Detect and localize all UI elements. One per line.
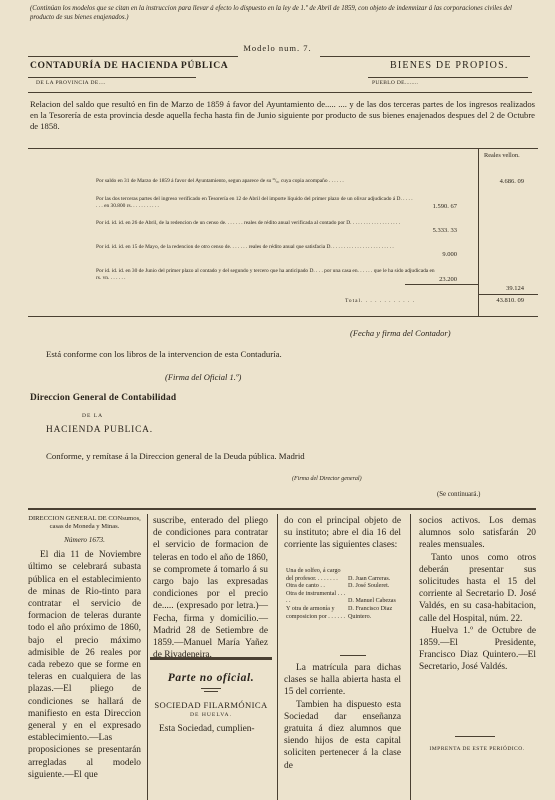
column-2 [153,515,268,661]
divider [368,77,528,78]
column-rule [277,514,278,800]
divider [320,56,530,57]
bienes-title: BIENES DE PROPIOS. [390,60,509,71]
table-row: Por id. id. id. en 26 de Abril, de la redencion de un censo de. . . . . . . reales de rédito anual verificada al contado por D. . . . . . . . . . . . . . . . . . . [96,220,401,226]
socios-text: socios activos. Los demas alumnos solo satisfarán 20 reales mensuales. [419,516,536,551]
ornament-rule [340,655,366,656]
conforme-contaduria: Está conforme con los libros de la intervencion de esta Contaduría. [46,349,282,359]
matricula-text: La matrícula para dichas clases se halla abierta hasta el 15 del corriente. [284,663,401,698]
firma-director: (Firma del Director general) [292,476,362,482]
imprenta-label: IMPRENTA DE ESTE PERIÓDICO. [429,746,525,752]
tambien-text: Tambien ha dispuesto esta Sociedad dar enseñanza gratuita á diez alumnos que siendo hijos de esta capital soliciten pertenecer á la clase de [284,699,401,771]
conforme-direccion: Conforme, y remítase á la Direccion general de la Deuda pública. Madrid [46,451,305,461]
column-3 [284,515,401,552]
provincia-label: DE LA PROVINCIA DE.... [36,80,106,86]
list-item: Y otra de armonía y composicion por . . . . . . D. Francisco Diaz Quintero. [286,605,393,620]
subtotal-rule [405,284,479,285]
table-amount: 5.333. 33 [432,227,457,234]
ornament-rule [201,688,221,689]
se-continuara: (Se continuará.) [437,491,481,498]
table-amount: 23.200 [439,276,457,283]
table-amount: 9.000 [442,251,457,258]
table-row: Por saldo en 31 de Marzo de 1859 á favor del Ayuntamiento, segun aparece de su ⁰/₀, cuya copia acompaño . . . . . . [96,178,344,184]
clases-list [286,568,404,621]
column-3-lower [284,662,401,772]
clases-intro: do con el principal objeto de su instituto; abre el dia 16 del corriente las siguientes clases: [284,516,401,551]
firma-oficial: (Firma del Oficial 1.º) [165,372,242,382]
column-rule [410,514,411,800]
divider [28,92,532,93]
divider [28,77,196,78]
direccion-hacienda: HACIENDA PUBLICA. [46,425,153,435]
divider [28,56,238,57]
column-1 [28,515,141,781]
table-row: Por id. id. id. en 30 de Junio del primer plazo al contado y del segundo y tercero que ha anticipado D. . . . por una casa en. . . . . . que le ha sido adjudicada en rs. vn. . . . . . . [96,268,435,281]
direccion-title: Direccion General de Contabilidad [30,393,177,403]
parte-no-oficial-title: Parte no oficial. [167,672,255,684]
subasta-text: El dia 11 de Noviembre último se celebrará subasta pública en el establecimiento de minas de Rio-tinto para contratar el servicio de formacion de teleras durante todo el año próximo de 1860, bajo el precio máximo admisible de 26 reales por cada rebezo que se forme en teleras en cualquiera de las plazas.—El pliego de condiciones se hallará de manifiesto en esta Direccion general y en el expresado establecimiento.—Las proposiciones se presentarán arregladas al modelo siguiente.—El que [28,550,141,780]
table-bottom-border [28,316,538,317]
total-rule [478,294,538,295]
firma-huelva-text: Huelva 1.º de Octubre de 1859.—El Presidente, Francisco Diaz Quintero.—El Secretario, José Valdés. [419,625,536,673]
sociedad-filarmonica-title: SOCIEDAD FILARMÓNICA [154,700,268,710]
list-item: Otra de canto . . D. José Souleret. [286,583,390,590]
direccion-de-la: DE LA [82,413,104,419]
table-top-border [28,148,538,149]
total-label: Total. . . . . . . . . . . . [345,298,415,304]
direccion-consumos-heading: DIRECCION GENERAL DE CONsumos, casas de Moneda y Minas. [28,515,141,531]
de-huelva-label: DE HUELVA. [189,712,232,718]
modelo-label: Modelo num. 7. [243,43,312,53]
fecha-firma: (Fecha y firma del Contador) [350,328,451,338]
table-amount: 4.686. 09 [499,178,524,185]
table-amount: 1.590. 67 [432,203,457,210]
sociedad-intro: Esta Sociedad, cumplien- [159,724,255,734]
table-row: Por id. id. id. en 15 de Mayo, de la redencion de otro censo de. . . . . . . reales de rédito anual que satisfacia D. . . . . . . . . . . . . . . . . . . . . . . . [96,244,394,250]
ornament-rule [455,736,495,737]
subtotal-amount: 39.124 [506,285,524,292]
pueblo-label: PUEBLO DE........ [372,80,419,86]
list-item: Una de solfeo, á cargo del profesor. . . . . . . . D. Juan Carreras. [286,568,391,582]
section-divider [28,508,536,510]
table-row: Por las dos terceras partes del ingreso verificado en Tesorería en 12 de Abril del importe líquido del primer plazo de un olivar adjudicado á D. . . . . . . . en 30.800 rs. . . . . . . . . . . [96,196,413,209]
solicitudes-text: Tanto unos como otros deberán presentar sus solicitudes hasta el 15 del corriente al Secretario D. José Valdés, en su casa-habitacion, calle del Hospital, núm. 22. [419,552,536,624]
numero-label: Número 1673. [64,535,105,544]
contaduria-title: CONTADURÍA DE HACIENDA PÚBLICA [30,60,229,71]
reales-vellon-header: Reales vellon. [484,152,520,159]
total-amount: 43.810. 09 [496,297,524,304]
list-item: Otra de instrumental . . . . . D. Manuel Cabezas [286,590,396,605]
relacion-text: Relacion del saldo que resultó en fin de Marzo de 1859 á favor del Ayuntamiento de..... .... y de las dos terceras partes de los ingresos realizados en la Tesorería de esta provincia desde aquella fecha hasta fin de Junio siguiente por producto de sus bienes enajenados despues del 2 de Octubre de 1858. [30,99,535,131]
suscribe-text: suscribe, enterado del pliego de condiciones para contratar el servicio de formacion de teleras en todo el año de 1860, se compromete á tomarlo á su cargo bajo las expresadas condiciones por el precio de..... (expresado por letra.)—Fecha, firma y domicilio.—Madrid 28 de Setiembre de 1859.—Manuel María Yañez de Rivadeneira. [153,516,268,661]
ornament-rule [204,691,218,692]
header-note: (Continúan los modelos que se citan en la instruccion para llevar á efecto lo dispuesto en la ley de 1.º de Abril de 1859, con objeto de indemnizar á las corporaciones civiles del producto de sus bienes enajenados.) [30,5,512,21]
column-4 [419,515,536,674]
parte-no-oficial-box [147,660,275,800]
